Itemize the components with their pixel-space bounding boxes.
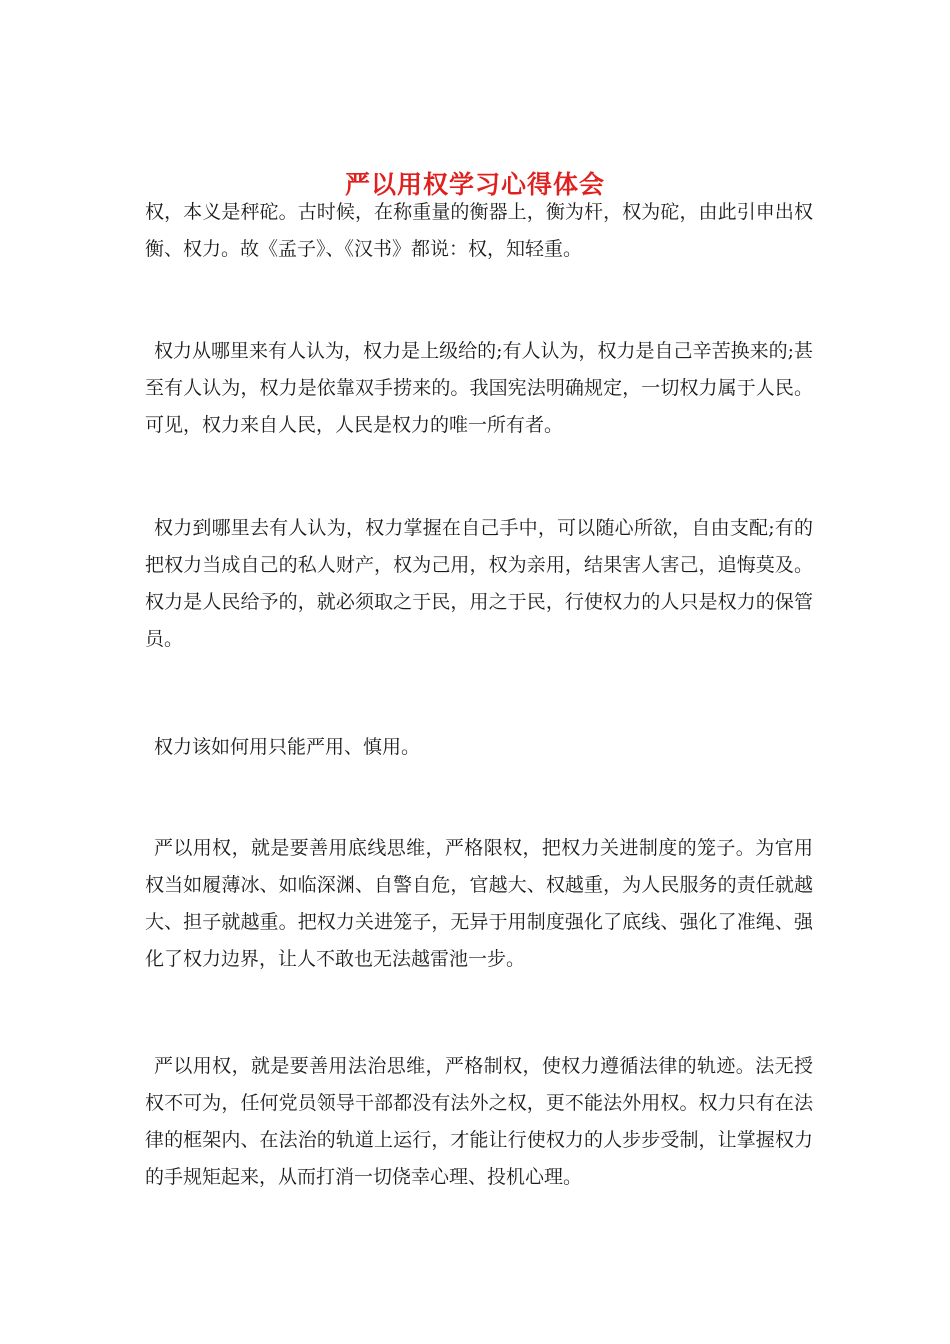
paragraph-5: 严以用权，就是要善用底线思维，严格限权，把权力关进制度的笼子。为官用权当如履薄冰、如临深渊、自警自危，官越大、权越重，为人民服务的责任就越大、担子就越重。把权力关进笼子，无异于用制度强化了底线、强化了准绳、强化了权力边界，让人不敢也无法越雷池一步。 [145,837,813,970]
paragraph-6: 严以用权，就是要善用法治思维，严格制权，使权力遵循法律的轨迹。法无授权不可为，任何党员领导干部都没有法外之权，更不能法外用权。权力只有在法律的框架内、在法治的轨道上运行，才能让行使权力的人步步受制，让掌握权力的手规矩起来，从而打消一切侥幸心理、投机心理。 [145,1055,813,1188]
paragraph-4: 权力该如何用只能严用、慎用。 [154,736,421,758]
document-title: 严以用权学习心得体会 [344,169,605,199]
paragraph-3: 权力到哪里去有人认为，权力掌握在自己手中，可以随心所欲，自由支配;有的把权力当成自己的私人财产，权为己用，权为亲用，结果害人害己，追悔莫及。权力是人民给予的，就必须取之于民，用之于民，行使权力的人只是权力的保管员。 [145,517,813,650]
paragraph-1: 权，本义是秤砣。古时候，在称重量的衡器上，衡为杆，权为砣，由此引申出权衡、权力。故《孟子》、《汉书》都说：权，知轻重。 [145,201,813,260]
paragraph-2: 权力从哪里来有人认为，权力是上级给的;有人认为，权力是自己辛苦换来的;甚至有人认为，权力是依靠双手捞来的。我国宪法明确规定，一切权力属于人民。可见，权力来自人民，人民是权力的唯一所有者。 [145,340,813,436]
